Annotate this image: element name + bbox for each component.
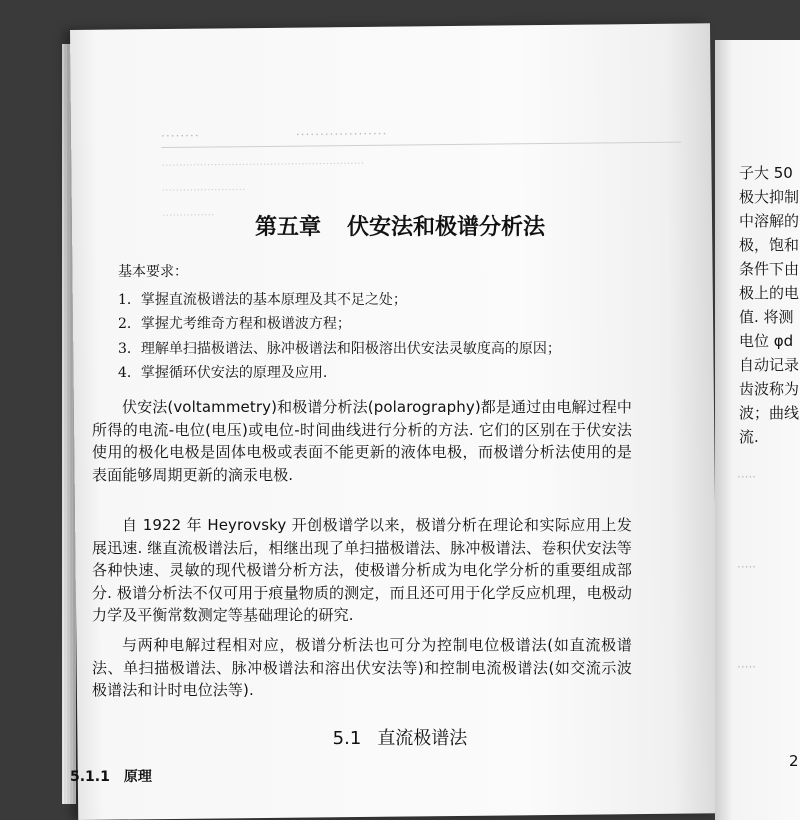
- right-page-line: 中溶解的: [739, 212, 800, 230]
- right-page-line: 极上的电: [739, 284, 800, 302]
- paragraph-text: 自 1922 年 Heyrovsky 开创极谱学以来，极谱分析在理论和实际应用上发展迅速. 继直流极谱法后，相继出现了单扫描极谱法、脉冲极谱法、卷积伏安法等各种快速、灵敏的现代极谱分析方法，使极谱分析成为电化学分析的重要组成部分. 极谱分析法不仅可用于痕量物质的测定，而且还可用于化学反应机理，电极动力学及平衡常数测定等基础理论的研究.: [92, 516, 632, 625]
- right-page-line: 齿波称为: [739, 380, 800, 398]
- chapter-name: 伏安法和极谱分析法: [347, 215, 546, 240]
- body-paragraph: [92, 634, 632, 702]
- bleed-through-text: ·····: [737, 660, 757, 674]
- right-page-line: 极大抑制: [739, 188, 800, 206]
- section-name: 直流极谱法: [377, 728, 468, 749]
- paragraph-text: 与两种电解过程相对应，极谱分析法也可分为控制电位极谱法(如直流极谱法、单扫描极谱法、脉冲极谱法和溶出伏安法等)和控制电流极谱法(如交流示波极谱法和计时电位法等).: [92, 636, 632, 700]
- right-page-line: 子大 50: [739, 164, 793, 182]
- bleed-through-text: ·····: [737, 560, 757, 574]
- bleed-through-text: ························: [161, 183, 246, 198]
- chapter-number: 第五章: [254, 215, 321, 240]
- right-page-line: 条件下由: [739, 260, 800, 278]
- requirement-item: 4．掌握循环伏安法的原理及应用.: [118, 365, 328, 381]
- subsection-number: 5.1.1: [70, 769, 110, 785]
- bleed-through-text: ··························································: [161, 156, 365, 173]
- requirement-item: 1．掌握直流极谱法的基本原理及其不足之处；: [118, 292, 407, 308]
- bleed-through-text: ·····: [737, 470, 757, 484]
- bleed-through-text: ···············: [161, 208, 215, 223]
- paragraph-text: 伏安法(voltammetry)和极谱分析法(polarography)都是通过由电解过程中所得的电流-电位(电压)或电位-时间曲线进行分析的方法. 它们的区别在于伏安法使用的极化电极是固体电极或表面不能更新的液体电极，而极谱分析法使用的是表面能够周期更新的滴汞电极.: [92, 398, 632, 484]
- body-paragraph: [92, 514, 632, 627]
- subsection-name: 原理: [123, 769, 152, 785]
- right-page-line: 电位 φd: [739, 332, 794, 350]
- requirement-item: 2．掌握尤考维奇方程和极谱波方程；: [118, 316, 351, 332]
- right-page-line: 自动记录: [739, 356, 800, 374]
- right-page-line: 流.: [739, 428, 759, 446]
- right-page-line: 波；曲线: [739, 404, 800, 422]
- right-page-line: 极，饱和: [739, 236, 800, 254]
- requirement-item: 3．理解单扫描极谱法、脉冲极谱法和阳极溶出伏安法灵敏度高的原因；: [118, 341, 561, 357]
- section-title: [0, 724, 800, 750]
- right-page: [715, 40, 800, 820]
- section-number: 5.1: [332, 728, 362, 749]
- subsection-title: [70, 766, 152, 786]
- requirements-heading: 基本要求：: [118, 264, 188, 280]
- body-paragraph: [92, 396, 632, 486]
- bleed-through-header: ········ ···················: [161, 124, 681, 148]
- chapter-title: [0, 210, 800, 241]
- right-page-line: 值. 将测: [739, 308, 794, 326]
- right-page-number: 2: [789, 752, 799, 770]
